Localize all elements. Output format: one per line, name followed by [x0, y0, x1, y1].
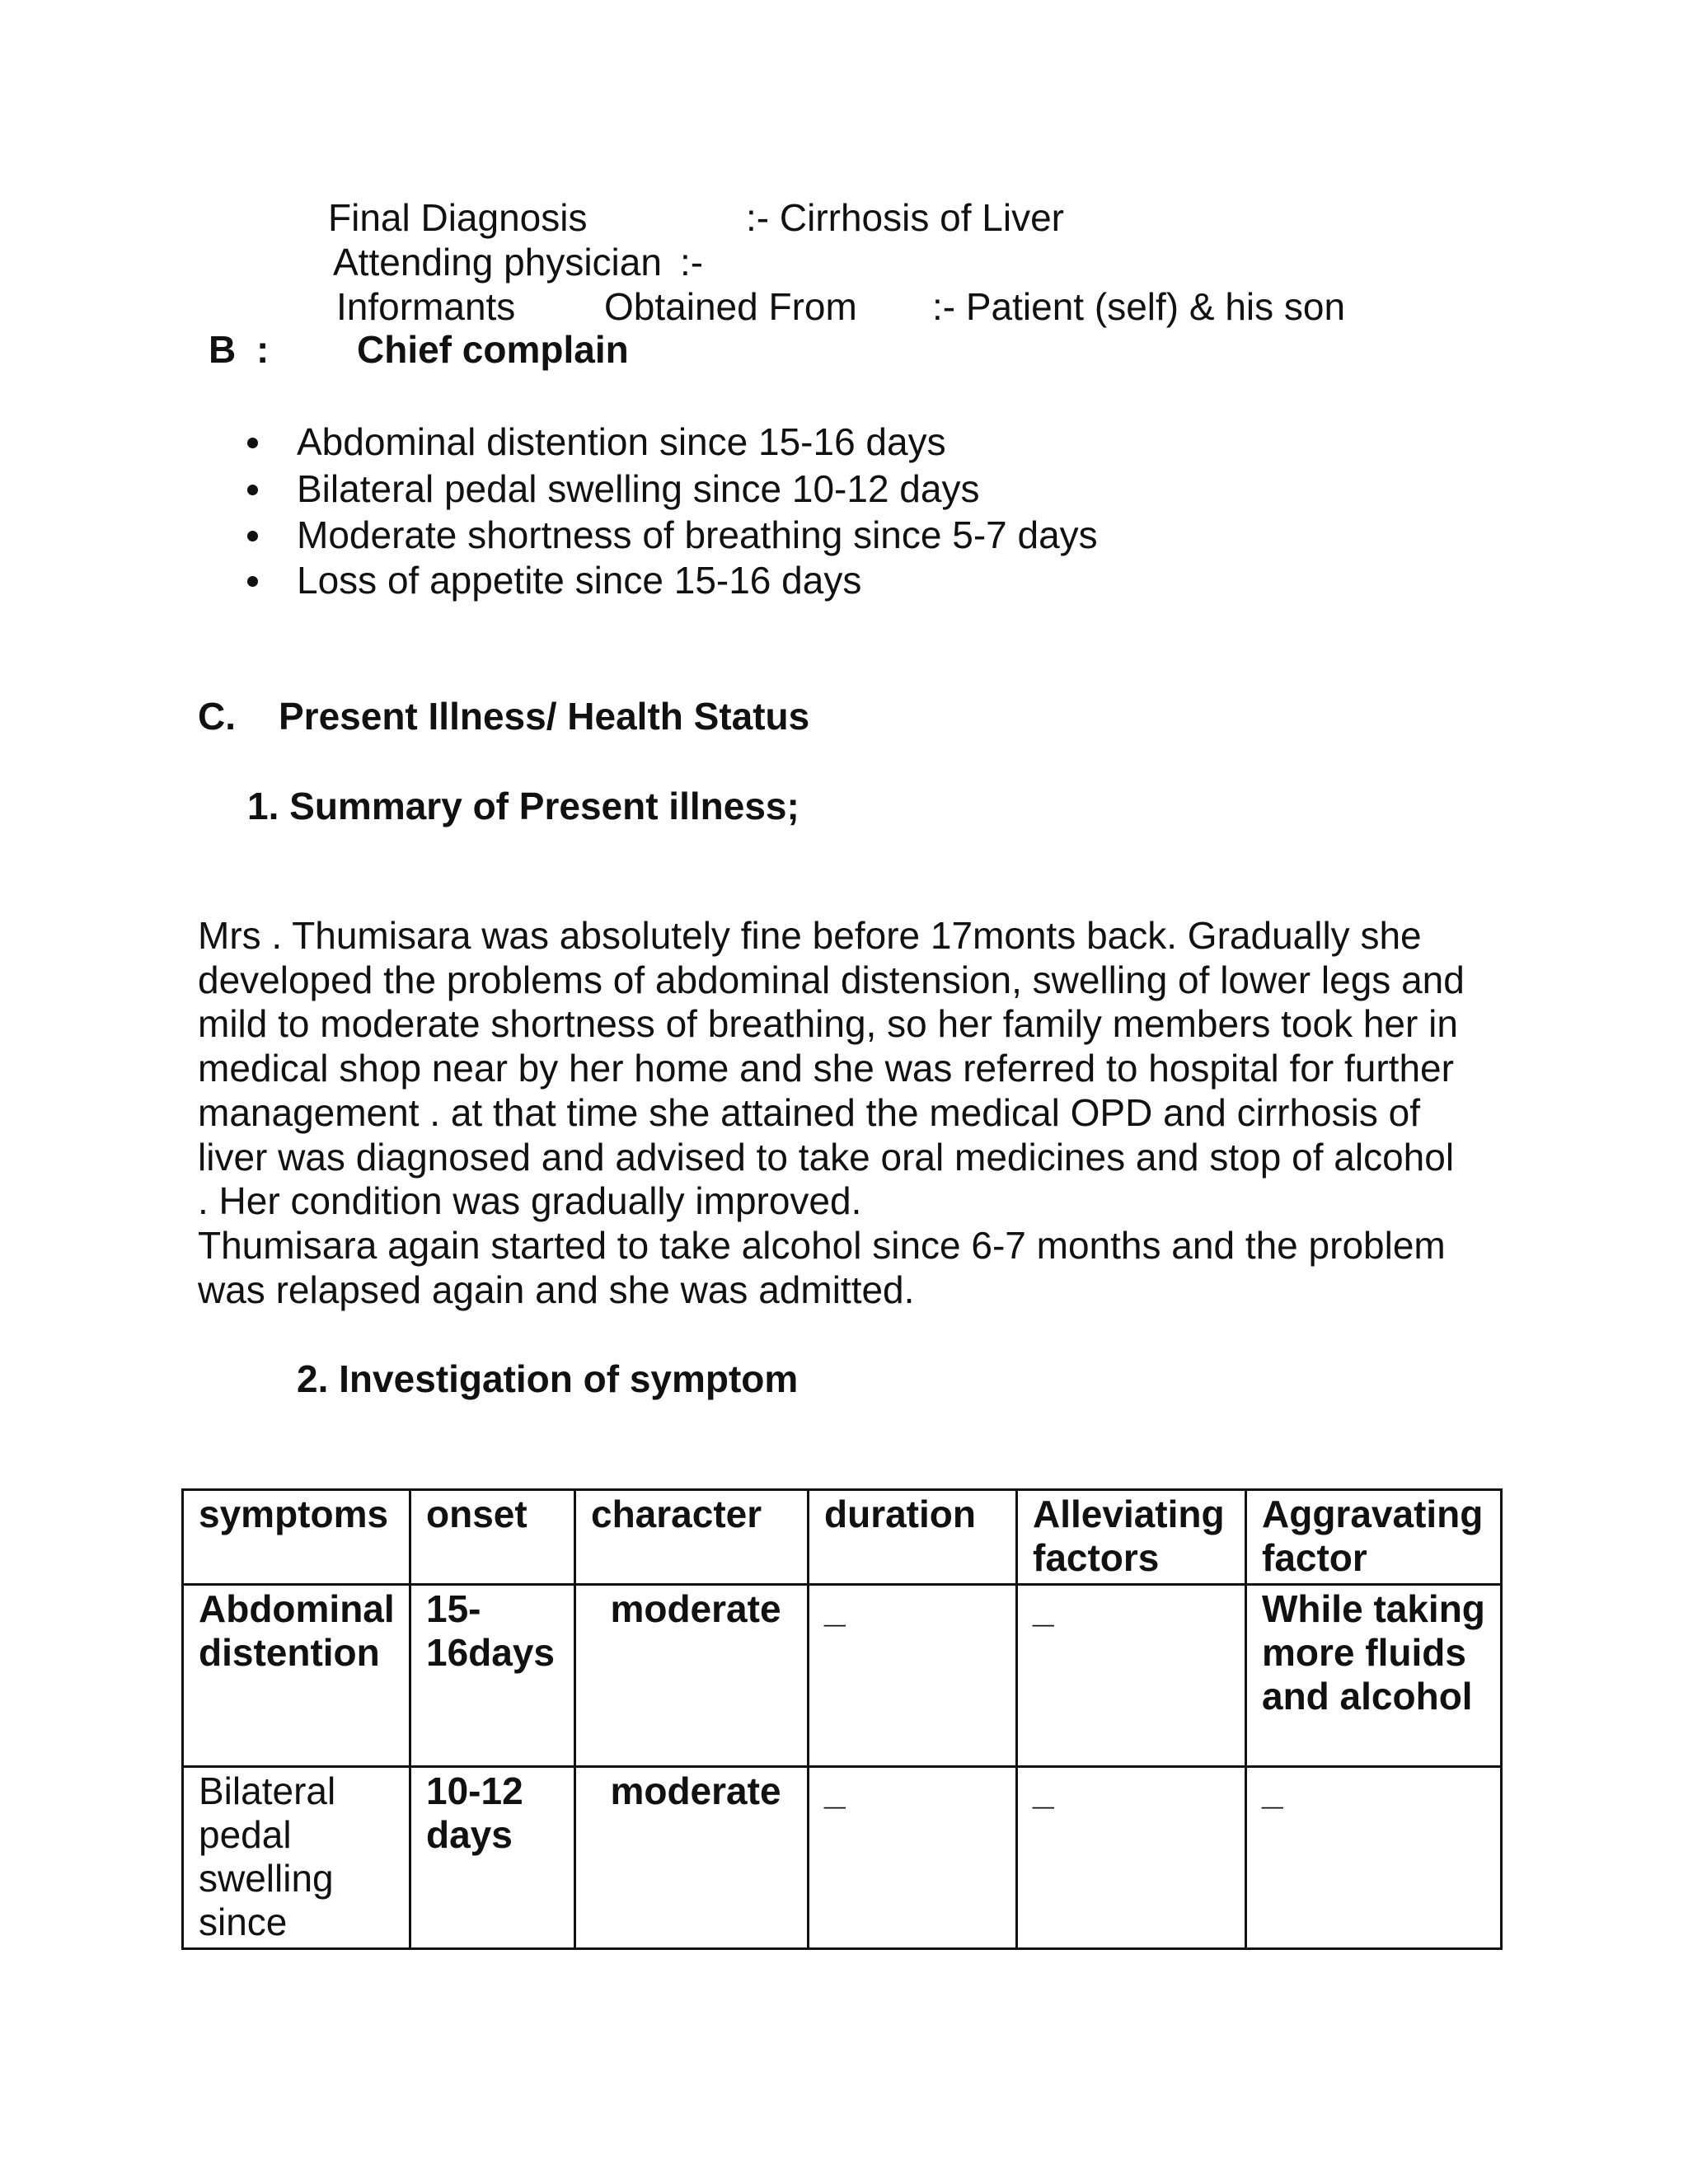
table-cell: Bilateral pedal swelling since [183, 1767, 410, 1949]
bullet-icon [247, 438, 258, 448]
table-row [183, 1767, 1502, 1949]
table-cell: Abdominal distention [183, 1585, 410, 1767]
summary-line: Thumisara again started to take alcohol since 6-7 months and the problem [198, 1223, 1446, 1267]
column-header: character [575, 1490, 809, 1585]
informants-label: Informants [336, 285, 516, 328]
section-c-letter: C. [198, 695, 236, 738]
table-cell: _ [809, 1767, 1017, 1949]
symptom-table [181, 1488, 1503, 1950]
summary-paragraph [198, 914, 1508, 1312]
complaint-text: Moderate shortness of breathing since 5-7 days [297, 513, 1098, 556]
column-header: symptoms [183, 1490, 410, 1585]
section-b-colon: : [256, 328, 270, 371]
table-cell: _ [1017, 1767, 1246, 1949]
complaint-text: Loss of appetite since 15-16 days [297, 559, 862, 602]
table-cell: moderate [575, 1585, 809, 1767]
attending-physician-label: Attending physician [333, 241, 662, 284]
table-cell: moderate [575, 1767, 809, 1949]
column-header: Alleviating factors [1017, 1490, 1246, 1585]
table-header-row [183, 1490, 1502, 1585]
summary-line: mild to moderate shortness of breathing, so her family members took her in [198, 1002, 1458, 1046]
summary-subheading: 1. Summary of Present illness; [247, 785, 799, 827]
final-diagnosis-value: :- Cirrhosis of Liver [746, 196, 1064, 239]
section-b-letter: B [209, 328, 237, 371]
table-cell: _ [809, 1585, 1017, 1767]
table-cell: 15-16days [410, 1585, 575, 1767]
complaint-text: Abdominal distention since 15-16 days [297, 420, 946, 463]
table-cell: 10-12 days [410, 1767, 575, 1949]
summary-line: Mrs . Thumisara was absolutely fine before 17monts back. Gradually she [198, 914, 1422, 957]
chief-complain-heading: Chief complain [357, 328, 629, 371]
column-header: onset [410, 1490, 575, 1585]
table-cell: _ [1246, 1767, 1502, 1949]
table-row [183, 1585, 1502, 1767]
summary-line: was relapsed again and she was admitted. [198, 1268, 915, 1311]
table-cell: _ [1017, 1585, 1246, 1767]
bullet-icon [247, 531, 258, 541]
summary-line: liver was diagnosed and advised to take oral medicines and stop of alcohol [198, 1135, 1455, 1179]
summary-line: developed the problems of abdominal distension, swelling of lower legs and [198, 958, 1465, 1001]
present-illness-heading: Present Illness/ Health Status [279, 695, 810, 738]
bullet-icon [247, 485, 258, 495]
summary-line: management . at that time she attained the medical OPD and cirrhosis of [198, 1090, 1420, 1134]
obtained-from-label: Obtained From [604, 285, 857, 328]
investigation-subheading: 2. Investigation of symptom [297, 1357, 799, 1400]
bullet-icon [247, 576, 258, 587]
final-diagnosis-label: Final Diagnosis [328, 196, 588, 239]
complaint-text: Bilateral pedal swelling since 10-12 days [297, 467, 980, 510]
column-header: duration [809, 1490, 1017, 1585]
column-header: Aggravating factor [1246, 1490, 1502, 1585]
summary-line: . Her condition was gradually improved. [198, 1179, 862, 1223]
table-cell: While taking more fluids and alcohol [1246, 1585, 1502, 1767]
obtained-from-value: :- Patient (self) & his son [932, 285, 1346, 328]
summary-line: medical shop near by her home and she was referred to hospital for further [198, 1047, 1454, 1090]
attending-physician-value: :- [680, 241, 704, 284]
